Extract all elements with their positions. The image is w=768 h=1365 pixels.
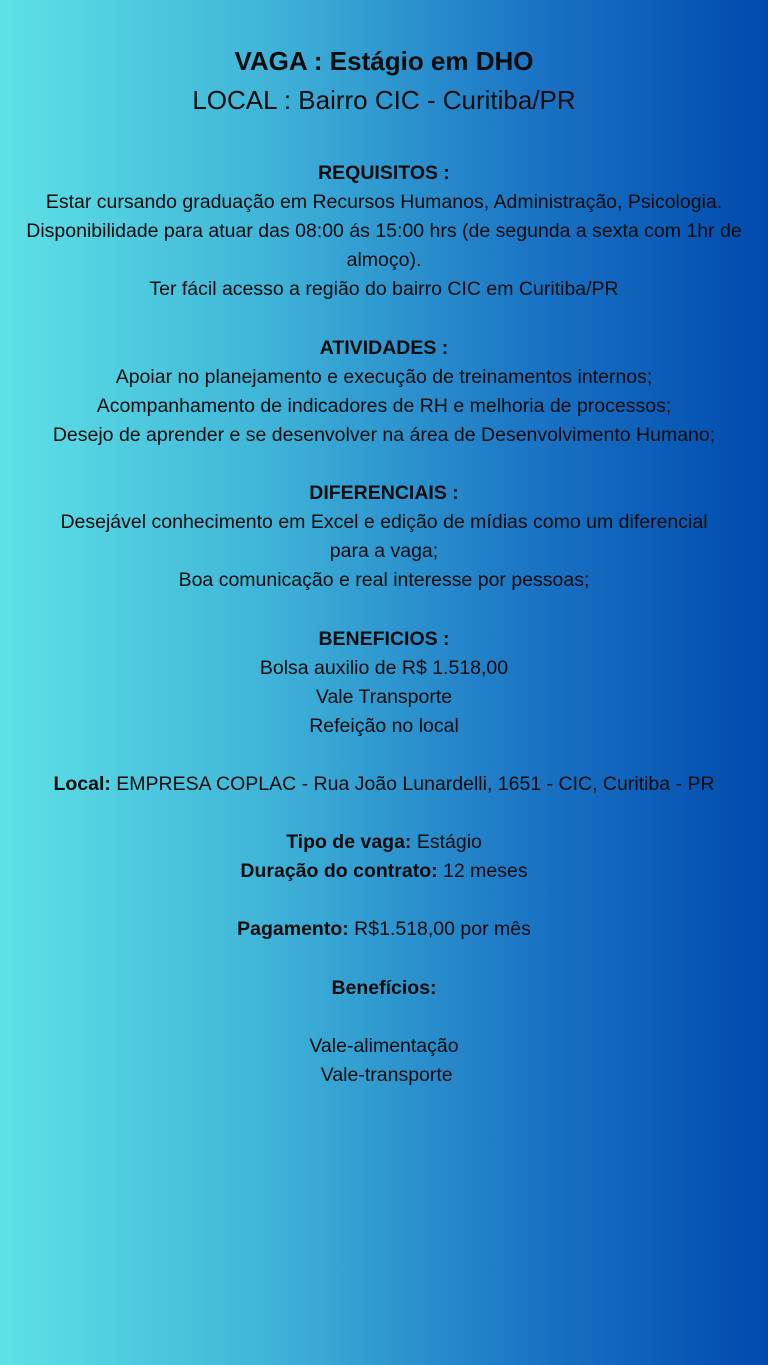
diferencial-item: Desejável conhecimento em Excel e edição de mídias como um diferencial para a vaga;: [60, 511, 708, 563]
duracao-label: Duração do contrato:: [240, 860, 438, 883]
pagamento-value: R$1.518,00 por mês: [348, 918, 531, 941]
tipo-detail: [0, 828, 768, 857]
requisito-item: Disponibilidade para atuar das 08:00 ás 15:00 hrs (de segunda a sexta com 1hr de almoço).: [26, 220, 742, 272]
pagamento-label: Pagamento:: [237, 918, 349, 941]
duracao-detail: [0, 857, 768, 886]
beneficios-label: Benefícios:: [331, 976, 437, 999]
local-detail: [0, 770, 768, 799]
requisito-item: Ter fácil acesso a região do bairro CIC em Curitiba/PR: [149, 278, 619, 301]
beneficio-detail-item: Vale-transporte: [315, 1063, 453, 1086]
local-label: Local:: [53, 772, 111, 795]
requisitos-heading: REQUISITOS :: [318, 162, 450, 184]
duracao-value: 12 meses: [437, 860, 528, 883]
tipo-label: Tipo de vaga:: [286, 831, 412, 854]
job-title: VAGA : Estágio em DHO: [234, 46, 534, 76]
diferenciais-section: [0, 479, 768, 595]
diferenciais-heading: DIFERENCIAIS :: [309, 482, 459, 505]
atividades-section: [0, 334, 768, 450]
beneficio-detail-item: Vale-alimentação: [309, 1034, 459, 1057]
job-header: [0, 42, 768, 120]
job-content: [0, 159, 768, 1090]
atividade-item: Acompanhamento de indicadores de RH e melhoria de processos;: [96, 394, 672, 417]
beneficios-section: [0, 625, 768, 741]
atividades-heading: ATIVIDADES :: [319, 336, 449, 359]
atividade-item: Apoiar no planejamento e execução de treinamentos internos;: [115, 365, 653, 388]
beneficio-item: Bolsa auxilio de R$ 1.518,00: [259, 656, 509, 679]
pagamento-detail: [0, 915, 768, 944]
requisito-item: Estar cursando graduação em Recursos Humanos, Administração, Psicologia.: [45, 191, 723, 214]
local-value: EMPRESA COPLAC - Rua João Lunardelli, 1651 - CIC, Curitiba - PR: [110, 772, 715, 795]
requisitos-section: [0, 159, 768, 304]
atividade-item: Desejo de aprender e se desenvolver na área de Desenvolvimento Humano;: [52, 423, 716, 446]
diferencial-item: Boa comunicação e real interesse por pessoas;: [178, 569, 590, 592]
beneficios-heading: BENEFICIOS :: [318, 627, 450, 650]
tipo-value: Estágio: [411, 831, 482, 854]
beneficio-item: Vale Transporte: [315, 685, 453, 708]
job-location: LOCAL : Bairro CIC - Curitiba/PR: [192, 85, 576, 115]
beneficio-item: Refeição no local: [309, 714, 459, 737]
